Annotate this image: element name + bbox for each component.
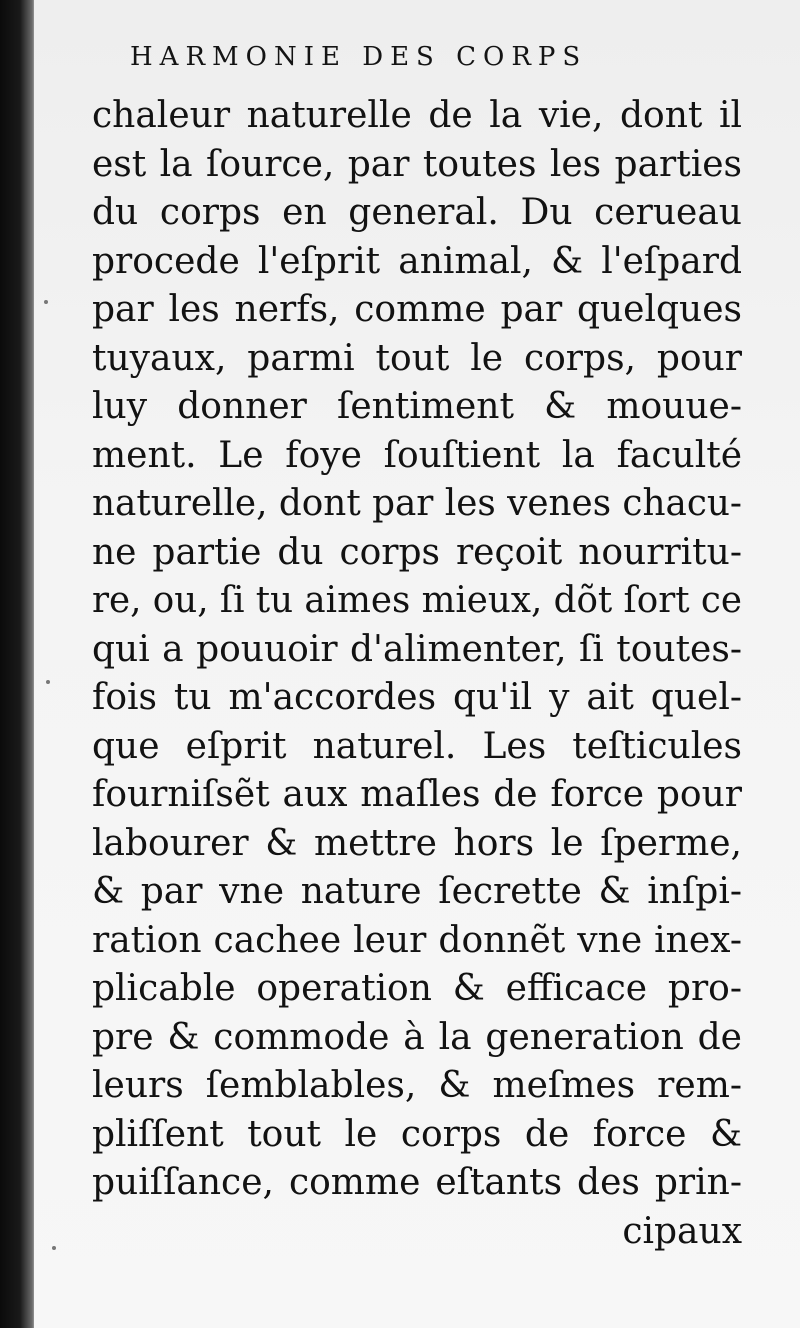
text-line: leurs ſemblables, & meſmes rem- bbox=[92, 1065, 742, 1106]
text-line: par les nerfs, comme par quelques bbox=[92, 289, 742, 330]
text-line: puiſſance, comme eſtants des prin- bbox=[92, 1162, 742, 1203]
text-line: plicable operation & efficace pro- bbox=[92, 968, 742, 1009]
text-line: que eſprit naturel. Les teſticules bbox=[92, 725, 742, 767]
text-line: re, ou, ſi tu aimes mieux, dõt ſort ce bbox=[92, 580, 742, 621]
text-line: fois tu m'accordes qu'il y ait quel- bbox=[92, 677, 742, 718]
text-line: est la ſource, par toutes les parties bbox=[92, 143, 742, 185]
text-line: chaleur naturelle de la vie, dont il bbox=[92, 95, 742, 136]
text-line: pliſſent tout le corps de force & bbox=[92, 1113, 742, 1155]
text-line: pre & commode à la generation de bbox=[92, 1016, 742, 1058]
text-line: labourer & mettre hors le ſperme, bbox=[92, 822, 742, 864]
ink-speck bbox=[44, 300, 48, 304]
catchword: cipaux bbox=[622, 1210, 742, 1252]
text-line: naturelle, dont par les venes chacu- bbox=[92, 483, 743, 524]
text-line: qui a pouuoir d'alimenter, ſi toutes- bbox=[92, 628, 742, 670]
text-line: luy donner ſentiment & mouue- bbox=[92, 386, 742, 427]
text-line: du corps en general. Du cerueau bbox=[92, 192, 742, 233]
text-line: & par vne nature ſecrette & inſpi- bbox=[92, 871, 742, 912]
text-line: fourniſsẽt aux maſles de force pour bbox=[92, 774, 742, 815]
running-head: HARMONIE DES CORPS bbox=[130, 42, 588, 72]
text-line: ne partie du corps reçoit nourritu- bbox=[92, 531, 742, 573]
text-line: tuyaux, parmi tout le corps, pour bbox=[92, 337, 742, 379]
ink-speck bbox=[46, 680, 50, 684]
text-line: procede l'eſprit animal, & l'eſpard bbox=[92, 240, 742, 282]
body-text bbox=[92, 92, 742, 1256]
binding-shadow bbox=[0, 0, 38, 1328]
text-line: ration cachee leur donnẽt vne inex- bbox=[92, 919, 742, 961]
ink-speck bbox=[52, 1246, 56, 1250]
text-line: ment. Le foye ſouſtient la faculté bbox=[92, 434, 742, 476]
